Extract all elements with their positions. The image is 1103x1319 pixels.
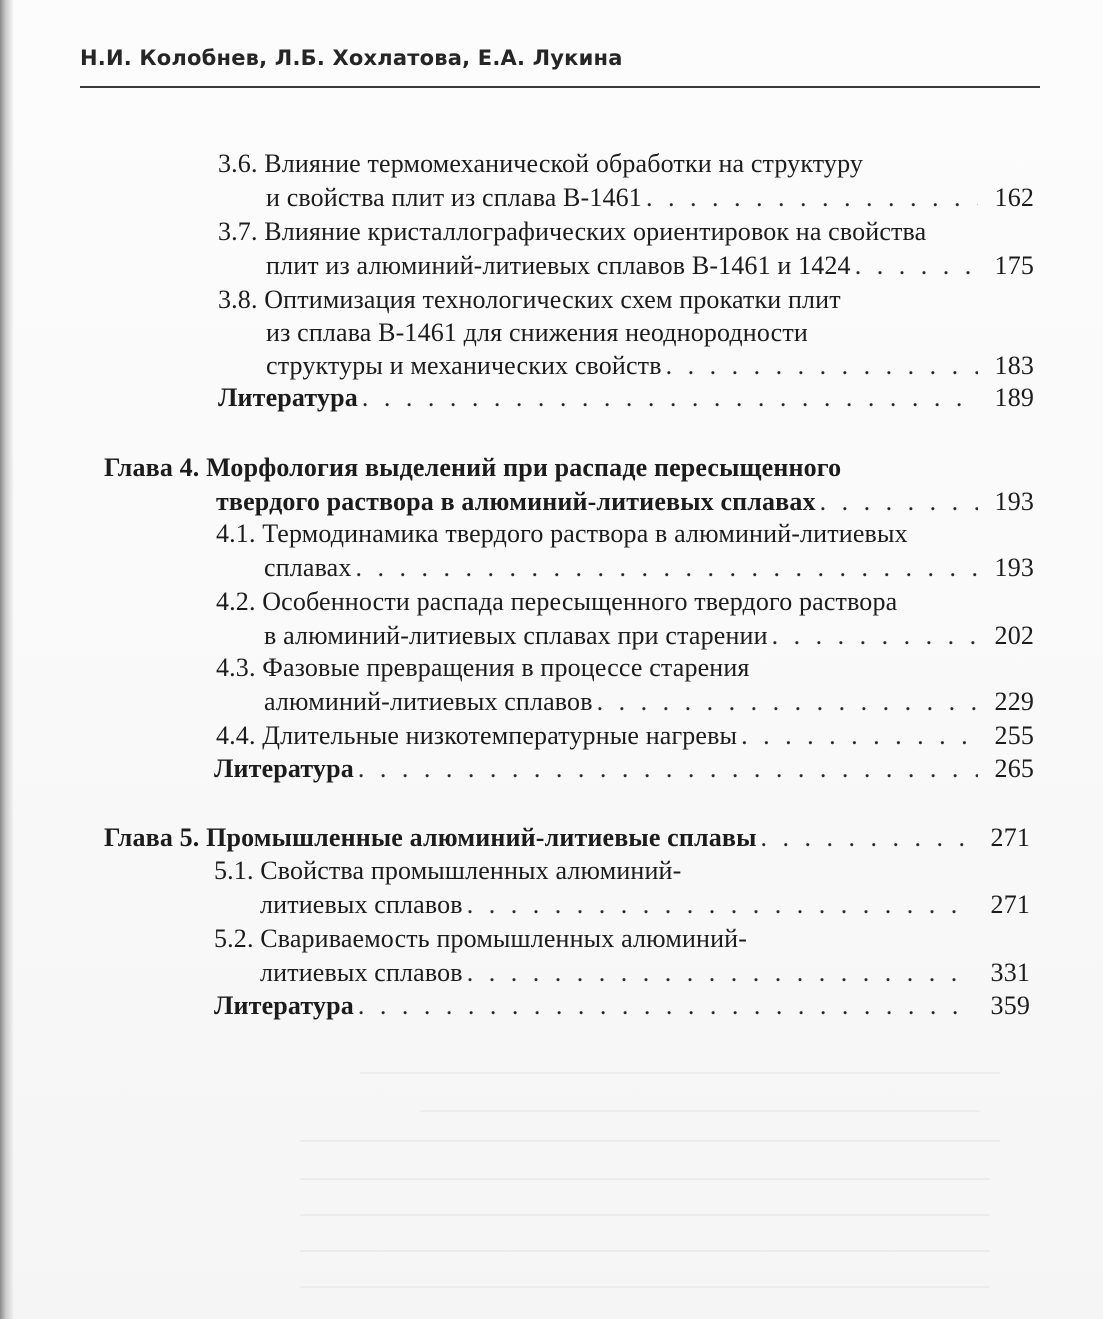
dot-leader — [467, 889, 974, 921]
show-through-line — [300, 1178, 990, 1180]
dot-leader — [772, 620, 978, 652]
toc-entry-4-2-line: 4.2. Особенности распада пересыщенного твердого раствора — [216, 587, 898, 616]
toc-entry-title: Литература — [214, 991, 354, 1020]
toc-page-number: 265 — [994, 754, 1034, 783]
dot-leader — [597, 686, 978, 718]
dot-leader — [467, 957, 974, 989]
toc-entry-title: в алюминий-литиевых сплавах при старении — [264, 621, 768, 650]
show-through-line — [360, 1072, 1000, 1074]
toc-entry-title: Литература — [218, 383, 358, 412]
show-through-line — [420, 1110, 980, 1112]
toc-entry-title: и свойства плит из сплава В-1461 — [266, 183, 642, 212]
toc-page-number: 331 — [990, 958, 1030, 987]
toc-entry-title: 4.4. Длительные низкотемпературные нагревы — [216, 721, 738, 750]
toc-entry-title: алюминий-литиевых сплавов — [264, 687, 593, 716]
toc-entry-title: твердого раствора в алюминий-литиевых сплавах — [216, 487, 816, 516]
show-through-line — [300, 1214, 990, 1216]
toc-chapter-4 — [104, 486, 1034, 518]
toc-entry-4-1 — [216, 552, 1034, 584]
toc-entry-title: сплавах — [264, 553, 352, 582]
dot-leader — [358, 990, 974, 1022]
toc-entry-references-ch4 — [214, 753, 1034, 785]
toc-entry-5-2 — [214, 957, 1030, 989]
toc-entry-title: Глава 5. Промышленные алюминий-литиевые сплавы — [104, 823, 757, 852]
toc-entry-3-7-line: 3.7. Влияние кристаллографических ориентировок на свойства — [218, 217, 927, 246]
toc-entry-5-1 — [214, 889, 1030, 921]
toc-entry-5-1-line: 5.1. Свойства промышленных алюминий- — [214, 856, 682, 885]
toc-page-number: 162 — [994, 183, 1034, 212]
toc-entry-3-8 — [218, 350, 1034, 382]
dot-leader — [362, 382, 978, 414]
toc-entry-4-3 — [216, 686, 1034, 718]
toc-entry-references-ch5 — [214, 990, 1030, 1022]
toc-entry-3-8-line: 3.8. Оптимизация технологических схем прокатки плит — [218, 285, 841, 314]
toc-page-number: 359 — [990, 991, 1030, 1020]
page-binding-shadow — [0, 0, 14, 1319]
toc-page-number: 202 — [994, 621, 1034, 650]
toc-entry-title: литиевых сплавов — [260, 958, 463, 987]
toc-page-number: 183 — [994, 351, 1034, 380]
toc-entry-3-6-line: 3.6. Влияние термомеханической обработки на структуру — [218, 149, 864, 178]
toc-entry-4-2 — [216, 620, 1034, 652]
toc-page-number: 189 — [994, 383, 1034, 412]
dot-leader — [646, 182, 978, 214]
dot-leader — [820, 486, 978, 518]
dot-leader — [358, 753, 978, 785]
toc-entry-3-7 — [218, 250, 1034, 282]
dot-leader — [356, 552, 979, 584]
toc-chapter-5 — [104, 822, 1030, 854]
dot-leader — [855, 250, 978, 282]
toc-page-number: 271 — [990, 890, 1030, 919]
toc-entry-5-2-line: 5.2. Свариваемость промышленных алюминий- — [214, 924, 748, 953]
toc-entry-3-6 — [218, 182, 1034, 214]
toc-chapter-4-line: Глава 4. Морфология выделений при распаде пересыщенного — [104, 453, 842, 482]
header-rule — [80, 86, 1040, 88]
toc-page-number: 193 — [994, 553, 1034, 582]
toc-entry-4-4 — [216, 720, 1034, 752]
toc-page-number: 271 — [990, 823, 1030, 852]
dot-leader — [741, 720, 978, 752]
toc-page-number: 193 — [994, 487, 1034, 516]
show-through-line — [300, 1140, 1000, 1142]
dot-leader — [666, 350, 978, 382]
toc-entry-title: Литература — [214, 754, 354, 783]
toc-page-number: 255 — [994, 721, 1034, 750]
toc-entry-title: литиевых сплавов — [260, 890, 463, 919]
show-through-line — [300, 1286, 990, 1288]
toc-entry-3-8-line: из сплава В-1461 для снижения неоднородности — [266, 318, 808, 347]
toc-entry-4-3-line: 4.3. Фазовые превращения в процессе старения — [216, 653, 750, 682]
toc-page-number: 229 — [994, 687, 1034, 716]
toc-page-number: 175 — [994, 251, 1034, 280]
dot-leader — [761, 822, 974, 854]
toc-entry-title: структуры и механических свойств — [266, 351, 662, 380]
toc-entry-4-1-line: 4.1. Термодинамика твердого раствора в алюминий-литиевых — [216, 519, 908, 548]
running-head-authors: Н.И. Колобнев, Л.Б. Хохлатова, Е.А. Лукина — [80, 46, 623, 70]
show-through-line — [300, 1250, 990, 1252]
toc-entry-references-ch3 — [218, 382, 1034, 414]
toc-entry-title: плит из алюминий-литиевых сплавов В-1461 и 1424 — [266, 251, 851, 280]
